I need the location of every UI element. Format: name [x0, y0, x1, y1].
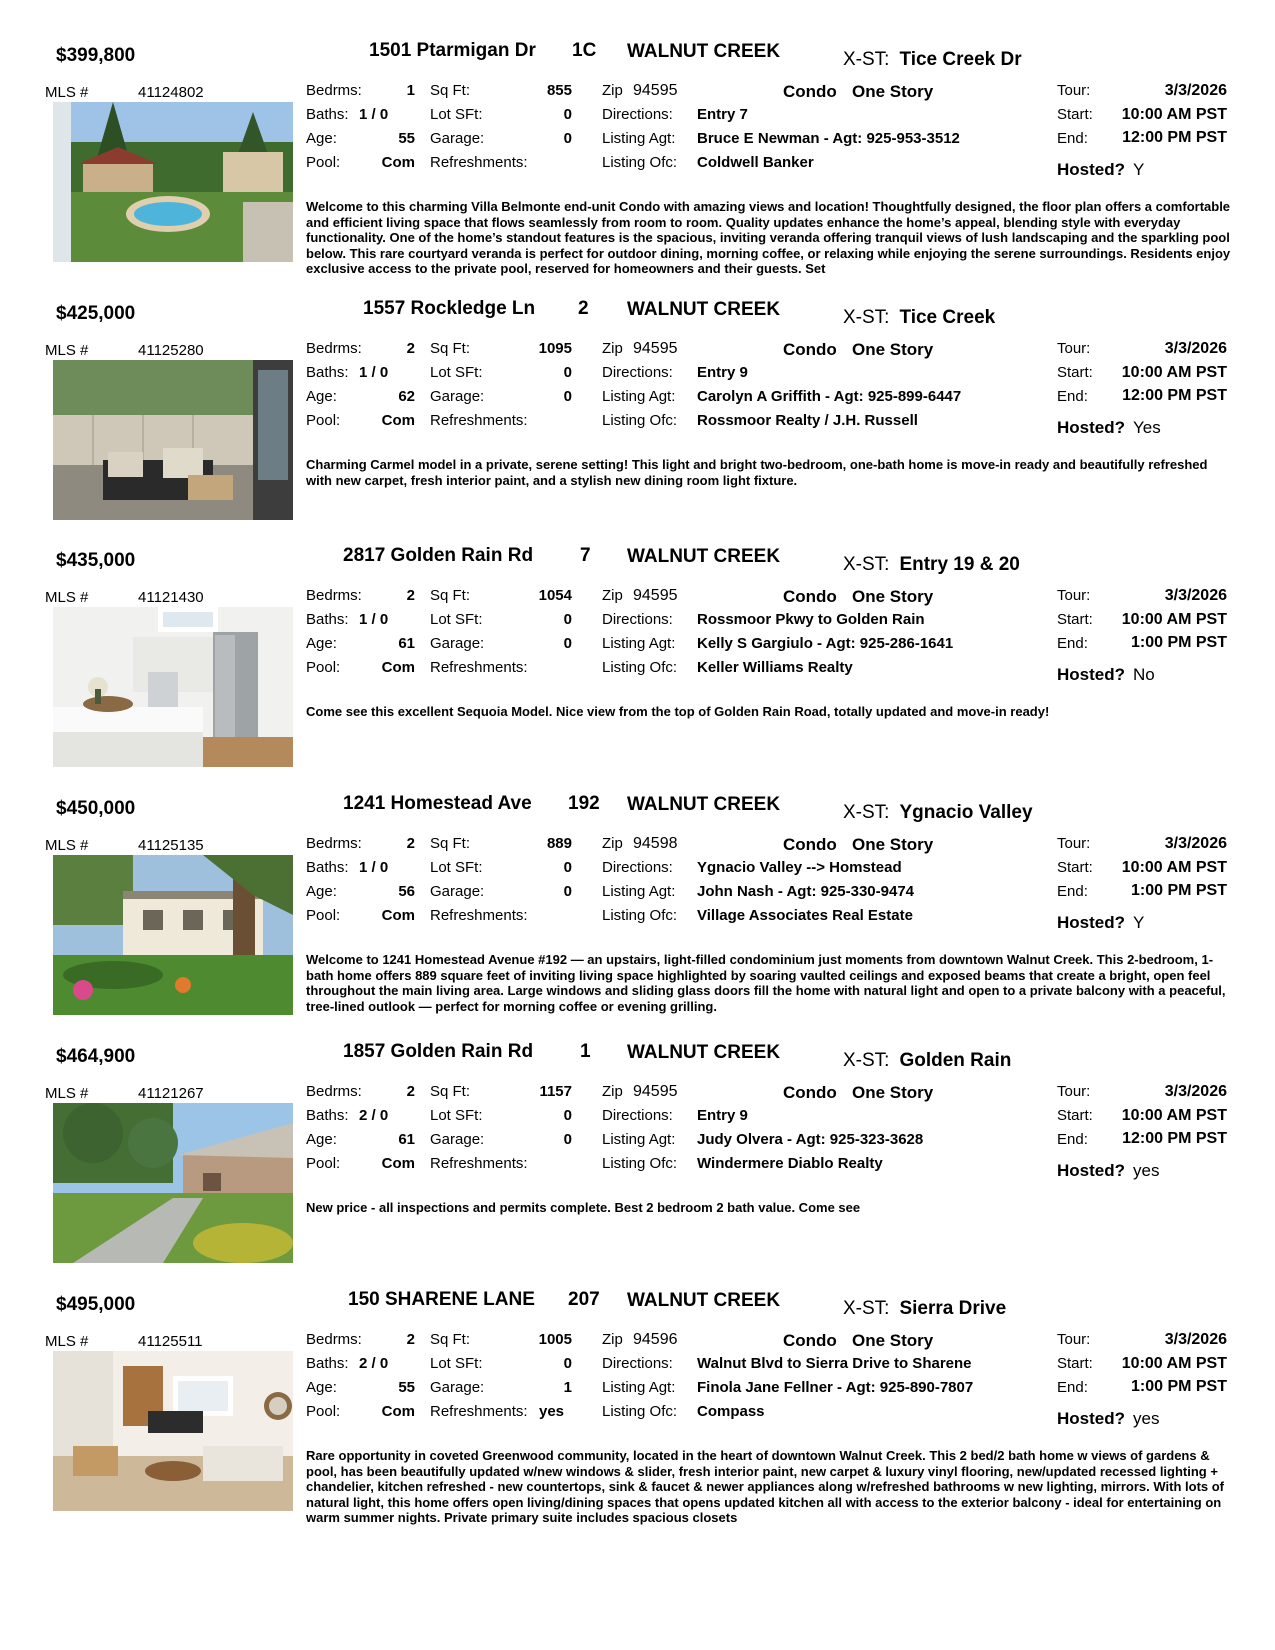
- garage-value: 0: [563, 635, 572, 652]
- age-value: 61: [398, 635, 415, 652]
- property-type: Condo: [783, 340, 837, 359]
- pool-value: Com: [381, 659, 415, 676]
- hosted-label: Hosted?: [1057, 1409, 1125, 1428]
- directions-label: Directions:: [602, 1355, 673, 1372]
- hosted-label: Hosted?: [1057, 913, 1125, 932]
- end-time: 1:00 PM PST: [1130, 1378, 1227, 1395]
- pool-label: Pool:: [306, 907, 341, 924]
- bedrms-label: Bedrms:: [306, 82, 362, 99]
- listing-card: [0, 37, 1275, 297]
- age-value: 61: [398, 1131, 415, 1148]
- hosted-label: Hosted?: [1057, 418, 1125, 437]
- start-time: 10:00 AM PST: [1121, 1355, 1227, 1372]
- refreshments-value: yes: [539, 1403, 565, 1420]
- agent-label: Listing Agt:: [602, 388, 676, 405]
- tour-date: 3/3/2026: [1164, 82, 1227, 99]
- tour-label: Tour:: [1057, 340, 1091, 357]
- hosted: [1057, 418, 1161, 438]
- directions-value: Ygnacio Valley --> Homstead: [697, 859, 902, 876]
- pool-label: Pool:: [306, 1155, 341, 1172]
- listing-city: WALNUT CREEK: [627, 41, 781, 62]
- start-label: Start:: [1057, 1107, 1093, 1124]
- start-label: Start:: [1057, 611, 1093, 628]
- end-label: End:: [1057, 635, 1088, 652]
- stories: One Story: [852, 82, 934, 101]
- stories: One Story: [852, 587, 934, 606]
- tour-label: Tour:: [1057, 1331, 1091, 1348]
- garage-label: Garage:: [430, 883, 485, 900]
- start-time: 10:00 AM PST: [1121, 1107, 1227, 1124]
- lot-label: Lot SFt:: [430, 106, 483, 123]
- agent-value: John Nash - Agt: 925-330-9474: [697, 883, 915, 900]
- listing-photo[interactable]: [53, 855, 293, 1015]
- mls-label: MLS #: [45, 589, 89, 606]
- lot-label: Lot SFt:: [430, 364, 483, 381]
- office-value: Rossmoor Realty / J.H. Russell: [697, 412, 918, 429]
- baths-label: Baths:: [306, 1355, 349, 1372]
- pool-label: Pool:: [306, 412, 341, 429]
- lot-label: Lot SFt:: [430, 1355, 483, 1372]
- tour-label: Tour:: [1057, 82, 1091, 99]
- baths-label: Baths:: [306, 106, 349, 123]
- tour-label: Tour:: [1057, 587, 1091, 604]
- mls-number: 41125280: [138, 342, 204, 359]
- garage-value: 0: [563, 883, 572, 900]
- garage-value: 0: [563, 388, 572, 405]
- pool-value: Com: [381, 1403, 415, 1420]
- refreshments-label: Refreshments:: [430, 659, 528, 676]
- listing-photo[interactable]: [53, 1103, 293, 1263]
- property-type: Condo: [783, 587, 837, 606]
- directions-value: Walnut Blvd to Sierra Drive to Sharene: [697, 1355, 972, 1372]
- start-time: 10:00 AM PST: [1121, 106, 1227, 123]
- cross-street-label: X-ST:: [843, 554, 890, 575]
- office-value: Village Associates Real Estate: [697, 907, 913, 924]
- lot-value: 0: [563, 859, 572, 876]
- hosted-value: Yes: [1133, 418, 1161, 437]
- agent-value: Judy Olvera - Agt: 925-323-3628: [697, 1131, 924, 1148]
- sqft-value: 1157: [539, 1083, 572, 1100]
- zip-label: Zip: [602, 82, 623, 99]
- tour-date: 3/3/2026: [1164, 587, 1227, 604]
- pool-value: Com: [381, 1155, 415, 1172]
- sqft-label: Sq Ft:: [430, 340, 471, 357]
- listing-city: WALNUT CREEK: [627, 1290, 781, 1311]
- start-time: 10:00 AM PST: [1121, 364, 1227, 381]
- listing-description: Charming Carmel model in a private, serene setting! This light and bright two-bedroom, one-bath home is move-in ready and beautifully refreshed with new carpet, fresh interior paint, and a stylish new dining room light fixture.: [306, 457, 1208, 488]
- lot-label: Lot SFt:: [430, 859, 483, 876]
- listing-description: New price - all inspections and permits complete. Best 2 bedroom 2 bath value. Come see: [306, 1200, 861, 1215]
- zip-value: 94595: [633, 587, 678, 604]
- start-label: Start:: [1057, 1355, 1093, 1372]
- garage-label: Garage:: [430, 1379, 485, 1396]
- lot-value: 0: [563, 106, 572, 123]
- property-type: Condo: [783, 1331, 837, 1350]
- age-value: 56: [398, 883, 415, 900]
- listing-city: WALNUT CREEK: [627, 299, 781, 320]
- hosted: [1057, 1409, 1159, 1429]
- listing-description: Come see this excellent Sequoia Model. Nice view from the top of Golden Rain Road, totally updated and move-in ready!: [306, 704, 1050, 719]
- refreshments-label: Refreshments:: [430, 412, 528, 429]
- listing-address: 1241 Homestead Ave: [343, 793, 532, 814]
- listing-card: [0, 790, 1275, 1050]
- age-label: Age:: [306, 1131, 337, 1148]
- baths-value: 2 / 0: [359, 1355, 389, 1372]
- listing-unit: 2: [578, 298, 589, 319]
- office-label: Listing Ofc:: [602, 907, 678, 924]
- end-label: End:: [1057, 388, 1088, 405]
- end-label: End:: [1057, 1131, 1088, 1148]
- hosted: [1057, 665, 1155, 685]
- bedrms-value: 2: [406, 587, 415, 604]
- office-label: Listing Ofc:: [602, 154, 678, 171]
- baths-value: 1 / 0: [359, 106, 389, 123]
- office-label: Listing Ofc:: [602, 1155, 678, 1172]
- listing-unit: 1C: [572, 40, 597, 61]
- agent-label: Listing Agt:: [602, 1379, 676, 1396]
- cross-street-value: Sierra Drive: [899, 1298, 1007, 1319]
- mls-number: 41125135: [138, 837, 204, 854]
- garage-value: 1: [563, 1379, 572, 1396]
- listing-unit: 207: [568, 1289, 600, 1310]
- hosted: [1057, 913, 1144, 933]
- age-label: Age:: [306, 883, 337, 900]
- cross-street-label: X-ST:: [843, 49, 890, 70]
- agent-value: Bruce E Newman - Agt: 925-953-3512: [697, 130, 960, 147]
- refreshments-label: Refreshments:: [430, 154, 528, 171]
- cross-street-value: Tice Creek: [899, 307, 996, 328]
- sqft-value: 1095: [538, 340, 572, 357]
- sqft-label: Sq Ft:: [430, 1083, 471, 1100]
- office-label: Listing Ofc:: [602, 412, 678, 429]
- cross-street-value: Tice Creek Dr: [899, 49, 1022, 70]
- baths-label: Baths:: [306, 1107, 349, 1124]
- zip-label: Zip: [602, 340, 623, 357]
- mls-number: 41121430: [138, 589, 204, 606]
- stories: One Story: [852, 1083, 934, 1102]
- listing-address: 1557 Rockledge Ln: [363, 298, 536, 319]
- hosted: [1057, 1161, 1159, 1181]
- mls-number: 41121267: [138, 1085, 204, 1102]
- listing-photo[interactable]: [53, 102, 293, 262]
- listing-card: [0, 295, 1275, 555]
- office-label: Listing Ofc:: [602, 659, 678, 676]
- listing-photo[interactable]: [53, 360, 293, 520]
- listing-price: $495,000: [56, 1294, 136, 1315]
- directions-value: Entry 9: [697, 1107, 748, 1124]
- bedrms-label: Bedrms:: [306, 1331, 362, 1348]
- listing-address: 1501 Ptarmigan Dr: [369, 40, 536, 61]
- hosted-value: yes: [1133, 1161, 1160, 1180]
- start-time: 10:00 AM PST: [1121, 859, 1227, 876]
- end-time: 12:00 PM PST: [1122, 387, 1227, 404]
- cross-street: [843, 1050, 1011, 1072]
- listing-price: $425,000: [56, 303, 136, 324]
- lot-value: 0: [563, 1107, 572, 1124]
- bedrms-value: 2: [406, 1083, 415, 1100]
- listing-photo[interactable]: [53, 607, 293, 767]
- age-label: Age:: [306, 388, 337, 405]
- bedrms-label: Bedrms:: [306, 1083, 362, 1100]
- agent-label: Listing Agt:: [602, 883, 676, 900]
- agent-value: Kelly S Gargiulo - Agt: 925-286-1641: [697, 635, 954, 652]
- bedrms-label: Bedrms:: [306, 340, 362, 357]
- garage-label: Garage:: [430, 388, 485, 405]
- lot-label: Lot SFt:: [430, 1107, 483, 1124]
- cross-street: [843, 307, 995, 329]
- listing-card: [0, 1286, 1275, 1546]
- office-label: Listing Ofc:: [602, 1403, 678, 1420]
- baths-label: Baths:: [306, 364, 349, 381]
- zip-label: Zip: [602, 1083, 623, 1100]
- cross-street-value: Ygnacio Valley: [899, 802, 1033, 823]
- zip-value: 94595: [633, 340, 678, 357]
- listing-address: 1857 Golden Rain Rd: [343, 1041, 534, 1062]
- age-value: 55: [398, 130, 415, 147]
- refreshments-label: Refreshments:: [430, 1155, 528, 1172]
- tour-date: 3/3/2026: [1164, 1331, 1227, 1348]
- directions-label: Directions:: [602, 1107, 673, 1124]
- directions-value: Entry 7: [697, 106, 748, 123]
- sqft-value: 855: [546, 82, 572, 99]
- tour-date: 3/3/2026: [1164, 835, 1227, 852]
- cross-street-value: Entry 19 & 20: [899, 554, 1020, 575]
- refreshments-label: Refreshments:: [430, 1403, 528, 1420]
- start-time: 10:00 AM PST: [1121, 611, 1227, 628]
- end-time: 1:00 PM PST: [1130, 882, 1227, 899]
- lot-value: 0: [563, 1355, 572, 1372]
- stories: One Story: [852, 1331, 934, 1350]
- end-label: End:: [1057, 130, 1088, 147]
- end-time: 12:00 PM PST: [1122, 129, 1227, 146]
- hosted-label: Hosted?: [1057, 665, 1125, 684]
- cross-street-label: X-ST:: [843, 1298, 890, 1319]
- hosted: [1057, 160, 1144, 180]
- mls-number: 41124802: [138, 84, 204, 101]
- baths-value: 1 / 0: [359, 364, 389, 381]
- agent-label: Listing Agt:: [602, 635, 676, 652]
- hosted-value: Y: [1133, 913, 1145, 932]
- age-label: Age:: [306, 635, 337, 652]
- listing-card: [0, 542, 1275, 802]
- tour-label: Tour:: [1057, 835, 1091, 852]
- listing-unit: 7: [580, 545, 591, 566]
- hosted-value: yes: [1133, 1409, 1160, 1428]
- age-label: Age:: [306, 1379, 337, 1396]
- bedrms-label: Bedrms:: [306, 587, 362, 604]
- baths-value: 1 / 0: [359, 611, 389, 628]
- age-value: 55: [398, 1379, 415, 1396]
- listing-price: $399,800: [56, 45, 136, 66]
- directions-label: Directions:: [602, 611, 673, 628]
- bedrms-label: Bedrms:: [306, 835, 362, 852]
- garage-value: 0: [563, 1131, 572, 1148]
- cross-street: [843, 554, 1020, 576]
- hosted-value: Y: [1133, 160, 1145, 179]
- sqft-label: Sq Ft:: [430, 82, 471, 99]
- listing-unit: 192: [568, 793, 600, 814]
- directions-label: Directions:: [602, 364, 673, 381]
- pool-value: Com: [381, 412, 415, 429]
- tour-label: Tour:: [1057, 1083, 1091, 1100]
- listing-card: [0, 1038, 1275, 1298]
- cross-street-label: X-ST:: [843, 307, 890, 328]
- bedrms-value: 2: [406, 340, 415, 357]
- baths-value: 2 / 0: [359, 1107, 389, 1124]
- bedrms-value: 1: [406, 82, 415, 99]
- cross-street-label: X-ST:: [843, 802, 890, 823]
- cross-street: [843, 802, 1033, 824]
- end-label: End:: [1057, 1379, 1088, 1396]
- end-time: 12:00 PM PST: [1122, 1130, 1227, 1147]
- property-type: Condo: [783, 82, 837, 101]
- office-value: Coldwell Banker: [697, 154, 814, 171]
- pool-value: Com: [381, 907, 415, 924]
- hosted-label: Hosted?: [1057, 160, 1125, 179]
- cross-street-value: Golden Rain: [899, 1050, 1012, 1071]
- stories: One Story: [852, 835, 934, 854]
- lot-value: 0: [563, 364, 572, 381]
- cross-street: [843, 1298, 1006, 1320]
- sqft-value: 889: [546, 835, 572, 852]
- lot-value: 0: [563, 611, 572, 628]
- garage-label: Garage:: [430, 130, 485, 147]
- mls-label: MLS #: [45, 342, 89, 359]
- zip-value: 94595: [633, 1083, 678, 1100]
- baths-label: Baths:: [306, 611, 349, 628]
- listing-price: $450,000: [56, 798, 136, 819]
- property-type: Condo: [783, 835, 837, 854]
- refreshments-label: Refreshments:: [430, 907, 528, 924]
- directions-label: Directions:: [602, 859, 673, 876]
- mls-label: MLS #: [45, 1333, 89, 1350]
- sqft-value: 1005: [538, 1331, 572, 1348]
- bedrms-value: 2: [406, 835, 415, 852]
- tour-date: 3/3/2026: [1164, 340, 1227, 357]
- listing-description: Welcome to 1241 Homestead Avenue #192 — an upstairs, light-filled condominium just moments from downtown Walnut Creek. This 2-bedroom, 1-bath home offers 889 square feet of inviting living space highlighted by soaring vaulted ceilings and exposed beams that create a bright, open feel throughout the main living area. Large windows and sliding glass doors fill the home with natural light and open to a private balcony with a peaceful, tree-lined outlook — perfect for morning coffee or evening grilling.: [306, 952, 1226, 1014]
- zip-value: 94596: [633, 1331, 678, 1348]
- mls-number: 41125511: [138, 1333, 203, 1350]
- agent-value: Finola Jane Fellner - Agt: 925-890-7807: [697, 1379, 974, 1396]
- listing-photo[interactable]: [53, 1351, 293, 1511]
- listing-city: WALNUT CREEK: [627, 794, 781, 815]
- garage-label: Garage:: [430, 635, 485, 652]
- stories: One Story: [852, 340, 934, 359]
- mls-label: MLS #: [45, 84, 89, 101]
- listing-city: WALNUT CREEK: [627, 546, 781, 567]
- office-value: Compass: [697, 1403, 765, 1420]
- sqft-value: 1054: [538, 587, 572, 604]
- hosted-label: Hosted?: [1057, 1161, 1125, 1180]
- garage-label: Garage:: [430, 1131, 485, 1148]
- end-time: 1:00 PM PST: [1130, 634, 1227, 651]
- baths-label: Baths:: [306, 859, 349, 876]
- zip-value: 94595: [633, 82, 678, 99]
- listing-unit: 1: [580, 1041, 591, 1062]
- listing-price: $464,900: [56, 1046, 136, 1067]
- age-label: Age:: [306, 130, 337, 147]
- baths-value: 1 / 0: [359, 859, 389, 876]
- sqft-label: Sq Ft:: [430, 1331, 471, 1348]
- listing-description: Rare opportunity in coveted Greenwood community, located in the heart of downtown Walnut Creek. This 2 bed/2 bath home w views of gardens & pool, has been beautifully updated w/new windows & slider, fresh interior paint, new carpet & luxury vinyl flooring, new/updated recessed lighting + chandelier, kitchen refreshed - new countertops, sink & faucet & newer appliances along w/refreshed bathrooms w new lighting, mirrors. With lots of natural light, this home offers open living/dining spaces that opens updated kitchen all with access to the exterior balcony - ideal for entertaining on warm summer nights. Private primary suite includes spacious closets: [306, 1448, 1225, 1526]
- listing-price: $435,000: [56, 550, 136, 571]
- property-type: Condo: [783, 1083, 837, 1102]
- listing-description: Welcome to this charming Villa Belmonte end-unit Condo with amazing views and location! Thoughtfully designed, the floor plan offers a comfortable and efficient living space that flows seamlessly from room to room. Quality updates enhance the home’s appeal, blending style with everyday functionality. One of the home’s standout features is the spacious, inviting veranda offering tranquil views of lush landscaping and the sparkling pool below. This rare courtyard veranda is perfect for outdoor dining, morning coffee, or relaxing while enjoying the serene surroundings. Residents enjoy exclusive access to the private pool, reserved for homeowners and their guests. Set: [306, 199, 1231, 277]
- garage-value: 0: [563, 130, 572, 147]
- cross-street: [843, 49, 1022, 71]
- office-value: Windermere Diablo Realty: [697, 1155, 883, 1172]
- pool-label: Pool:: [306, 659, 341, 676]
- zip-label: Zip: [602, 587, 623, 604]
- listing-city: WALNUT CREEK: [627, 1042, 781, 1063]
- mls-label: MLS #: [45, 1085, 89, 1102]
- directions-label: Directions:: [602, 106, 673, 123]
- start-label: Start:: [1057, 106, 1093, 123]
- directions-value: Entry 9: [697, 364, 748, 381]
- office-value: Keller Williams Realty: [697, 659, 853, 676]
- age-value: 62: [398, 388, 415, 405]
- mls-label: MLS #: [45, 837, 89, 854]
- end-label: End:: [1057, 883, 1088, 900]
- agent-value: Carolyn A Griffith - Agt: 925-899-6447: [697, 388, 962, 405]
- start-label: Start:: [1057, 364, 1093, 381]
- start-label: Start:: [1057, 859, 1093, 876]
- sqft-label: Sq Ft:: [430, 835, 471, 852]
- hosted-value: No: [1133, 665, 1155, 684]
- tour-date: 3/3/2026: [1164, 1083, 1227, 1100]
- agent-label: Listing Agt:: [602, 130, 676, 147]
- zip-label: Zip: [602, 835, 623, 852]
- sqft-label: Sq Ft:: [430, 587, 471, 604]
- pool-label: Pool:: [306, 1403, 341, 1420]
- zip-label: Zip: [602, 1331, 623, 1348]
- cross-street-label: X-ST:: [843, 1050, 890, 1071]
- listing-address: 2817 Golden Rain Rd: [343, 545, 534, 566]
- zip-value: 94598: [633, 835, 678, 852]
- bedrms-value: 2: [406, 1331, 415, 1348]
- directions-value: Rossmoor Pkwy to Golden Rain: [697, 611, 925, 628]
- lot-label: Lot SFt:: [430, 611, 483, 628]
- pool-value: Com: [381, 154, 415, 171]
- pool-label: Pool:: [306, 154, 341, 171]
- agent-label: Listing Agt:: [602, 1131, 676, 1148]
- listing-address: 150 SHARENE LANE: [348, 1289, 535, 1310]
